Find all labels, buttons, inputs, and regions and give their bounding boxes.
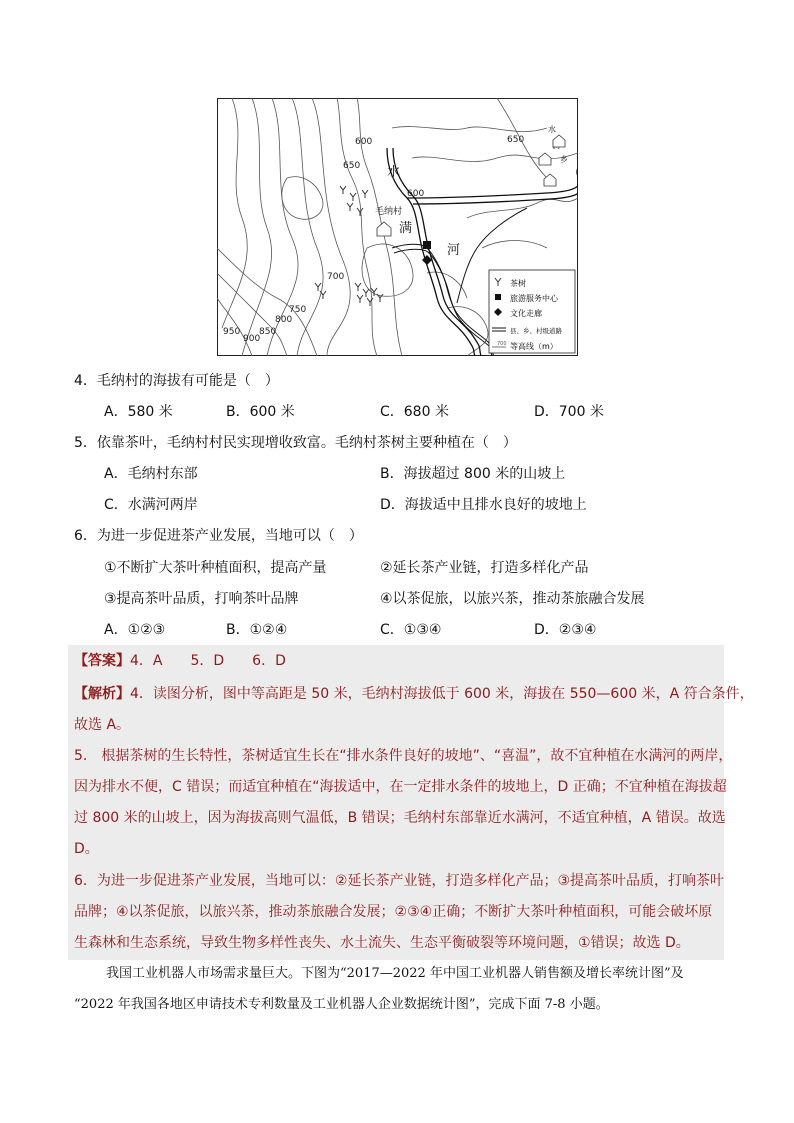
q6-option-d[interactable]: D．②③④ bbox=[534, 622, 597, 638]
analysis-label: 【解析】 bbox=[74, 686, 130, 702]
analysis-line: 5. 根据茶树的生长特性，茶树适宜生长在“排水条件良好的坡地”、“喜温”，故不宜种植在水满河的两岸， bbox=[74, 748, 733, 764]
q5-option-c[interactable]: C．水满河两岸 bbox=[104, 497, 198, 513]
question-6-stem: 6．为进一步促进茶产业发展，当地可以（ ） bbox=[74, 528, 363, 544]
analysis-line: 过 800 米的山坡上，因为海拔高则气温低，B 错误；毛纳村东部靠近水满河，不适宜种植，A 错误。故选 bbox=[74, 810, 726, 826]
analysis-line: 故选 A。 bbox=[74, 717, 131, 733]
legend-label: 旅游服务中心 bbox=[510, 294, 558, 303]
analysis-line: D。 bbox=[74, 841, 99, 857]
q6-item-4: ④以茶促旅，以旅兴茶，推动茶旅融合发展 bbox=[380, 591, 645, 607]
contour-label: 850 bbox=[259, 327, 277, 337]
legend-label: 等高线（m） bbox=[510, 342, 558, 351]
contour-label: 700 bbox=[327, 272, 345, 282]
map-legend bbox=[489, 270, 575, 353]
river-label: 河 bbox=[447, 243, 461, 258]
analysis-line bbox=[74, 684, 754, 704]
analysis-text: 4．读图分析，图中等高距是 50 米，毛纳村海拔低于 600 米，海拔在 550—600 米，A 符合条件， bbox=[130, 686, 754, 702]
answer-line bbox=[74, 651, 286, 671]
contour-label: 950 bbox=[223, 327, 241, 337]
town-label: 水 bbox=[548, 125, 556, 134]
question-5-stem: 5．依靠茶叶，毛纳村村民实现增收致富。毛纳村茶树主要种植在（ ） bbox=[74, 435, 517, 451]
contour-label: 650 bbox=[343, 161, 361, 171]
intro-line: “2022 年我国各地区申请技术专利数量及工业机器人企业数据统计图”，完成下面 7-8 小题。 bbox=[74, 997, 609, 1012]
contour-label: 600 bbox=[355, 137, 373, 147]
square-icon bbox=[495, 294, 501, 300]
q4-option-c[interactable]: C．680 米 bbox=[380, 404, 449, 420]
contour-label: 650 bbox=[507, 135, 525, 145]
analysis-line: 生森林和生态系统，导致生物多样性丧失、水土流失、生态平衡破裂等环境问题，①错误；故选 D。 bbox=[74, 935, 690, 951]
q6-option-c[interactable]: C．①③④ bbox=[380, 622, 442, 638]
q6-item-3: ③提高茶叶品质，打响茶叶品牌 bbox=[104, 591, 299, 607]
q6-item-1: ①不断扩大茶叶种植面积，提高产量 bbox=[104, 560, 327, 576]
contour-label: 600 bbox=[407, 189, 425, 199]
analysis-line: 6．为进一步促进茶产业发展，当地可以：②延长茶产业链，打造多样化产品；③提高茶叶品质，打响茶叶 bbox=[74, 873, 725, 889]
q6-option-b[interactable]: B．①②④ bbox=[226, 622, 288, 638]
q4-option-a[interactable]: A．580 米 bbox=[104, 404, 173, 420]
legend-label: 文化走廊 bbox=[510, 309, 542, 318]
legend-label: 茶树 bbox=[510, 279, 526, 288]
answer-label: 【答案】 bbox=[74, 653, 130, 669]
town-label: 乡 bbox=[560, 155, 568, 164]
answer-text: 4．A 5．D 6．D bbox=[130, 653, 286, 669]
village-label: 毛纳村 bbox=[375, 207, 403, 217]
q5-option-b[interactable]: B．海拔超过 800 米的山坡上 bbox=[380, 466, 566, 482]
river-label: 水 bbox=[387, 165, 401, 180]
legend-sample: 700 bbox=[497, 341, 507, 347]
question-4-stem: 4．毛纳村的海拔有可能是（ ） bbox=[74, 373, 279, 389]
contour-label: 750 bbox=[289, 305, 307, 315]
contour-label: 900 bbox=[243, 334, 261, 344]
q5-option-a[interactable]: A．毛纳村东部 bbox=[104, 466, 198, 482]
intro-line: 我国工业机器人市场需求量巨大。下图为“2017—2022 年中国工业机器人销售额及增长率统计图”及 bbox=[106, 966, 684, 981]
contour-label: 800 bbox=[275, 315, 293, 325]
q5-option-d[interactable]: D．海拔适中且排水良好的坡地上 bbox=[380, 497, 587, 513]
q4-option-d[interactable]: D．700 米 bbox=[534, 404, 604, 420]
analysis-line: 品牌；④以茶促旅，以旅兴茶，推动茶旅融合发展；②③④正确；不断扩大茶叶种植面积，可能会破坏原 bbox=[74, 904, 713, 920]
legend-label: 县、乡、村级道路 bbox=[510, 327, 562, 335]
q6-item-2: ②延长茶产业链，打造多样化产品 bbox=[380, 560, 589, 576]
river-label: 满 bbox=[399, 221, 413, 236]
tourism-center-marker bbox=[423, 241, 431, 249]
q4-option-b[interactable]: B．600 米 bbox=[226, 404, 295, 420]
analysis-line: 因为排水不便，C 错误；而适宜种植在“海拔适中，在一定排水条件的坡地上，D 正确；不宜种植在海拔超 bbox=[74, 779, 727, 795]
q6-option-a[interactable]: A．①②③ bbox=[104, 622, 166, 638]
topographic-map bbox=[217, 98, 578, 356]
